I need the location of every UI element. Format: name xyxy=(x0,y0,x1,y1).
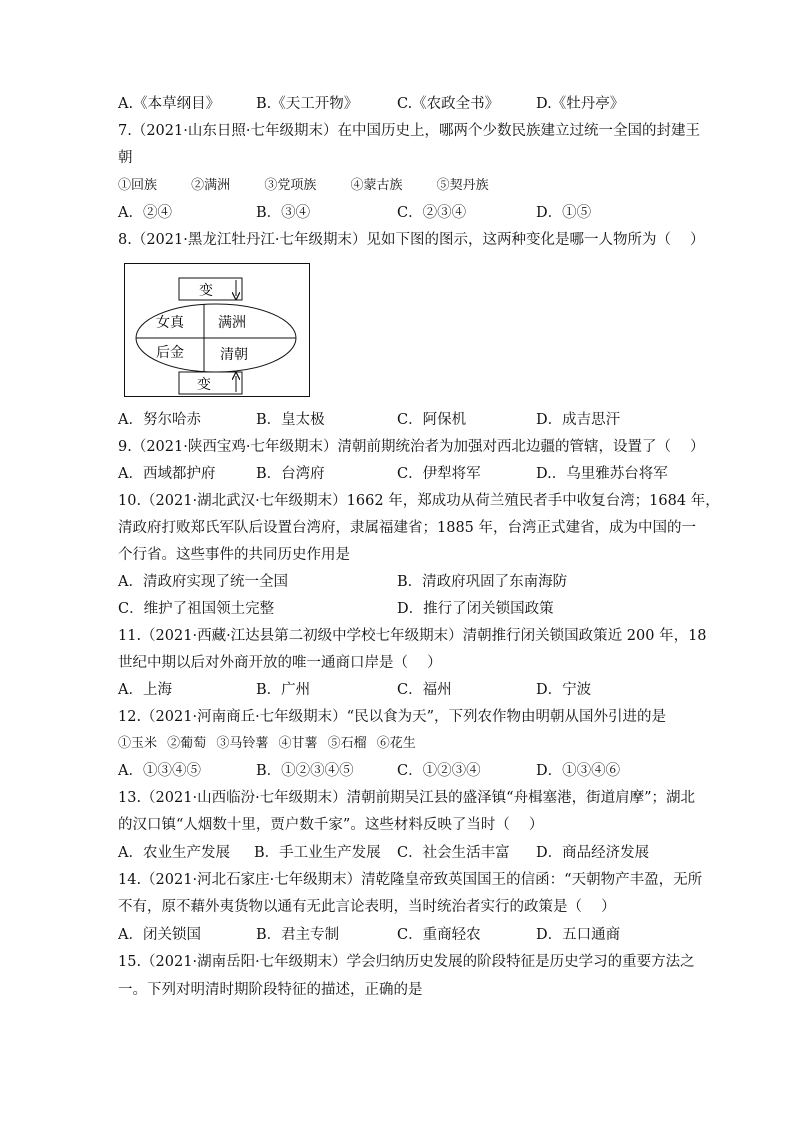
q12-item-4: ④甘薯 xyxy=(278,736,318,751)
option-c[interactable]: C．福州 xyxy=(397,682,452,698)
option-c[interactable]: C．社会生活丰富 xyxy=(397,845,510,861)
top-change-label: 变 xyxy=(199,283,213,299)
option-d[interactable]: D.《牡丹亭》 xyxy=(536,96,625,112)
q14-stem-cont: 不有，原不藉外夷货物以通有无此言论表明，当时统治者实行的政策是（ ） xyxy=(118,899,616,915)
q12-items xyxy=(118,734,422,754)
option-d[interactable]: D．推行了闭关锁国政策 xyxy=(397,601,554,617)
q7-item-1: ①回族 xyxy=(118,178,158,193)
q12-options xyxy=(118,761,718,781)
q7-items xyxy=(118,176,519,196)
label-manzhou: 满洲 xyxy=(218,315,246,331)
option-c[interactable]: C．阿保机 xyxy=(397,412,467,428)
option-d[interactable]: D．成吉思汗 xyxy=(536,412,621,428)
option-c[interactable]: C.《农政全书》 xyxy=(397,96,500,112)
option-c[interactable]: C．②③④ xyxy=(397,205,467,221)
q13-options xyxy=(118,843,718,863)
q10-options-row2 xyxy=(118,599,718,619)
q9-options xyxy=(118,464,718,484)
q12-stem: 12.（2021·河南商丘·七年级期末）“民以食为天”，下列农作物由明朝从国外引进的是 xyxy=(118,709,667,725)
q7-item-2: ②满洲 xyxy=(191,178,231,193)
option-b[interactable]: B．君主专制 xyxy=(256,927,340,943)
q7-item-4: ④蒙古族 xyxy=(350,178,403,193)
label-qingchao: 清朝 xyxy=(220,347,248,363)
option-d[interactable]: D.．乌里雅苏台将军 xyxy=(536,466,668,482)
option-d[interactable]: D．商品经济发展 xyxy=(536,845,650,861)
option-b[interactable]: B．①②③④⑤ xyxy=(256,763,354,779)
option-a[interactable]: A．②④ xyxy=(118,205,172,221)
option-a[interactable]: A．努尔哈赤 xyxy=(118,412,201,428)
option-a[interactable]: A．清政府实现了统一全国 xyxy=(118,574,288,590)
q7-stem: 7.（2021·山东日照·七年级期末）在中国历史上，哪两个少数民族建立过统一全国的封建王 xyxy=(118,123,700,139)
label-nuzhen: 女真 xyxy=(156,315,184,331)
q7-item-3: ③党项族 xyxy=(264,178,317,193)
q11-options xyxy=(118,680,718,700)
q13-stem: 13.（2021·山西临汾·七年级期末）清朝前期吴江县的盛泽镇“舟楫塞港，街道肩摩”；湖北 xyxy=(118,790,696,806)
q10-stem-cont: 清政府打败郑氏军队后设置台湾府，隶属福建省；1885 年，台湾正式建省，成为中国的一 xyxy=(118,520,697,536)
option-b[interactable]: B．台湾府 xyxy=(256,466,325,482)
option-d[interactable]: D．①⑤ xyxy=(536,205,592,221)
option-d[interactable]: D．①③④⑥ xyxy=(536,763,621,779)
option-c[interactable]: C．维护了祖国领土完整 xyxy=(118,601,275,617)
q12-item-1: ①玉米 xyxy=(118,736,158,751)
q15-stem: 15.（2021·湖南岳阳·七年级期末）学会归纳历史发展的阶段特征是历史学习的重要方法之 xyxy=(118,954,695,970)
q10-options-row1 xyxy=(118,572,718,592)
q15-stem-cont: 一。下列对明清时期阶段特征的描述，正确的是 xyxy=(118,982,423,998)
option-b[interactable]: B．广州 xyxy=(256,682,311,698)
q12-item-5: ⑤石榴 xyxy=(327,736,367,751)
option-a[interactable]: A．农业生产发展 xyxy=(118,845,230,861)
option-b[interactable]: B．手工业生产发展 xyxy=(254,845,381,861)
q10-stem: 10.（2021·湖北武汉·七年级期末）1662 年，郑成功从荷兰殖民者手中收复台湾；1684 年， xyxy=(118,493,720,509)
q8-stem: 8.（2021·黑龙江牡丹江·七年级期末）见如下图的图示，这两种变化是哪一人物所为（ ） xyxy=(118,232,705,248)
q12-item-2: ②葡萄 xyxy=(167,736,207,751)
q8-options xyxy=(118,410,718,430)
q12-item-6: ⑥花生 xyxy=(376,736,416,751)
q7-item-5: ⑤契丹族 xyxy=(436,178,489,193)
option-c[interactable]: C．①②③④ xyxy=(397,763,481,779)
q14-stem: 14.（2021·河北石家庄·七年级期末）清乾隆皇帝致英国国王的信函：“天朝物产丰盈，无所 xyxy=(118,872,703,888)
q11-stem-cont: 世纪中期以后对外商开放的唯一通商口岸是（ ） xyxy=(118,655,442,671)
option-c[interactable]: C．重商轻农 xyxy=(397,927,481,943)
q11-stem: 11.（2021·西藏·江达县第二初级中学校七年级期末）清朝推行闭关锁国政策近 200 年，18 xyxy=(118,628,707,644)
q8-diagram xyxy=(124,263,310,397)
q6-options xyxy=(118,94,718,114)
option-b[interactable]: B．③④ xyxy=(256,205,311,221)
option-c[interactable]: C．伊犁将军 xyxy=(397,466,481,482)
q7-options xyxy=(118,203,718,223)
q7-stem-cont: 朝 xyxy=(118,150,133,166)
q9-stem: 9.（2021·陕西宝鸡·七年级期末）清朝前期统治者为加强对西北边疆的管辖，设置了（ ） xyxy=(118,439,705,455)
option-a[interactable]: A．西域都护府 xyxy=(118,466,216,482)
q12-item-3: ③马铃薯 xyxy=(216,736,269,751)
option-a[interactable]: A．①③④⑤ xyxy=(118,763,201,779)
option-d[interactable]: D．宁波 xyxy=(536,682,592,698)
option-b[interactable]: B．清政府巩固了东南海防 xyxy=(397,574,568,590)
option-b[interactable]: B.《天工开物》 xyxy=(256,96,359,112)
option-a[interactable]: A．上海 xyxy=(118,682,172,698)
label-houjin: 后金 xyxy=(156,345,184,361)
option-b[interactable]: B．皇太极 xyxy=(256,412,325,428)
option-a[interactable]: A.《本草纲目》 xyxy=(118,96,221,112)
option-a[interactable]: A．闭关锁国 xyxy=(118,927,201,943)
bottom-change-label: 变 xyxy=(197,377,211,393)
q13-stem-cont: 的汉口镇“人烟数十里，贾户数千家”。这些材料反映了当时（ ） xyxy=(118,817,544,833)
option-d[interactable]: D．五口通商 xyxy=(536,927,621,943)
q14-options xyxy=(118,925,718,945)
q10-stem-cont2: 个行省。这些事件的共同历史作用是 xyxy=(118,547,350,563)
